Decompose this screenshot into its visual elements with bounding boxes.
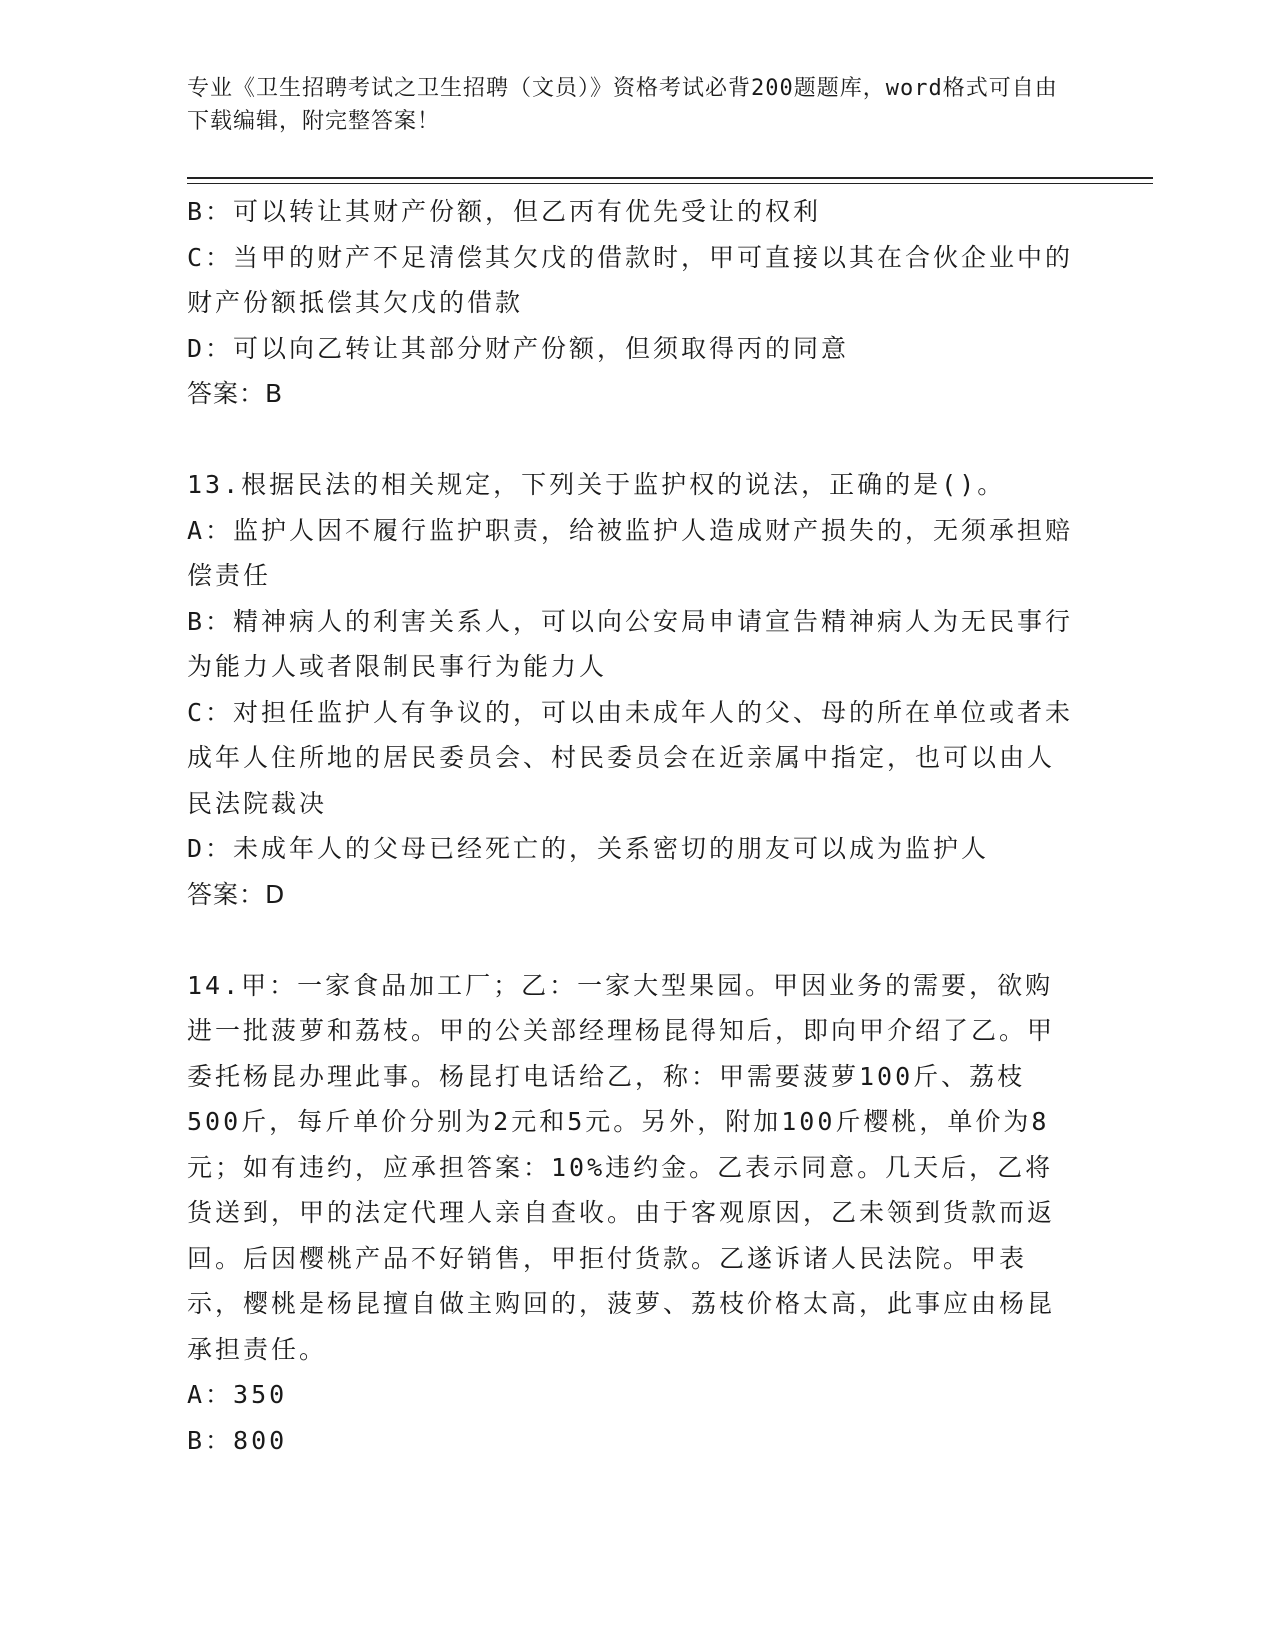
spacer: [187, 917, 1077, 963]
q12-option-d: D：可以向乙转让其部分财产份额，但须取得丙的同意: [187, 333, 850, 363]
spacer: [187, 417, 1077, 463]
q14-stem: 14.甲：一家食品加工厂；乙：一家大型果园。甲因业务的需要，欲购进一批菠萝和荔枝。甲的公关部经理杨昆得知后，即向甲介绍了乙。甲委托杨昆办理此事。杨昆打电话给乙，称：甲需要菠萝100斤、荔枝500斤，每斤单价分别为2元和5元。另外，附加100斤樱桃，单价为8元；如有违约，应承担答案：10%违约金。乙表示同意。几天后，乙将货送到，甲的法定代理人亲自查收。由于客观原因，乙未领到货款而返回。后因樱桃产品不好销售，甲拒付货款。乙遂诉诸人民法院。甲表示，樱桃是杨昆擅自做主购回的，菠萝、荔枝价格太高，此事应由杨昆承担责任。: [187, 970, 1056, 1364]
header-rule-thin: [187, 183, 1153, 184]
q14-option-b: B：800: [187, 1425, 288, 1455]
page-header: 专业《卫生招聘考试之卫生招聘（文员）》资格考试必背200题题库，word格式可自由下载编辑，附完整答案！: [187, 76, 1058, 134]
q13-option-a: A：监护人因不履行监护职责，给被监护人造成财产损失的，无须承担赔偿责任: [187, 515, 1074, 590]
header-rule-thick: [187, 177, 1153, 179]
q12-option-c: C：当甲的财产不足清偿其欠戊的借款时，甲可直接以其在合伙企业中的财产份额抵偿其欠戊的借款: [187, 242, 1074, 317]
q12-option-b: B：可以转让其财产份额，但乙丙有优先受让的权利: [187, 197, 822, 226]
q12-answer: 答案：B: [187, 379, 284, 408]
q13-option-d: D：未成年人的父母已经死亡的，关系密切的朋友可以成为监护人: [187, 834, 990, 863]
question-content: [187, 189, 1077, 1463]
q13-option-b: B：精神病人的利害关系人，可以向公安局申请宣告精神病人为无民事行为能力人或者限制民事行为能力人: [187, 606, 1074, 681]
q13-option-c: C：对担任监护人有争议的，可以由未成年人的父、母的所在单位或者未成年人住所地的居民委员会、村民委员会在近亲属中指定，也可以由人民法院裁决: [187, 697, 1074, 818]
q13-stem: 13.根据民法的相关规定，下列关于监护权的说法，正确的是()。: [187, 470, 1006, 499]
q13-answer: 答案：D: [187, 879, 286, 909]
q14-option-a: A：350: [187, 1380, 288, 1409]
